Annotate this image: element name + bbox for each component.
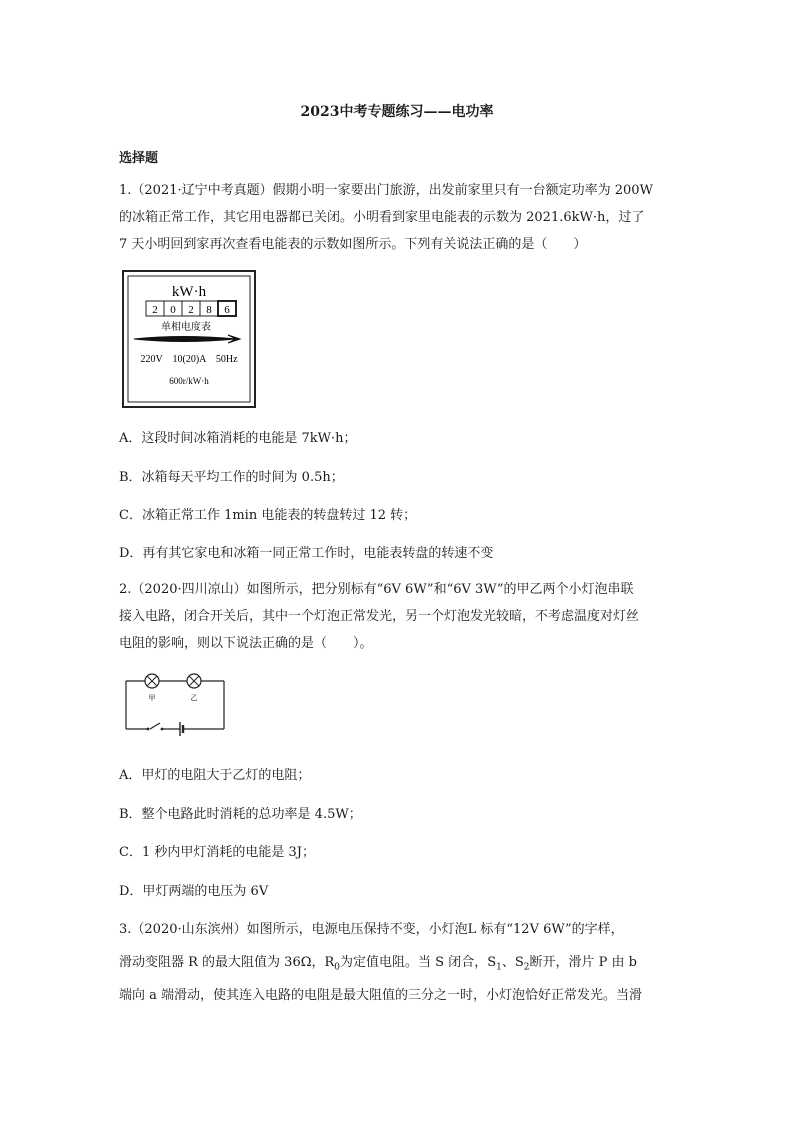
q2-option-a: A．甲灯的电阻大于乙灯的电阻； bbox=[119, 768, 311, 783]
q3-line-1: 3.（2020·山东滨州）如图所示，电源电压保持不变，小灯泡L 标有“12V 6W”的字样， bbox=[119, 922, 624, 937]
q2-line-2: 接入电路，闭合开关后，其中一个灯泡正常发光，另一个灯泡发光较暗，不考虑温度对灯丝 bbox=[119, 609, 640, 624]
q3-line-2-part-b: 为定值电阻。当 S 闭合，S bbox=[340, 955, 497, 970]
meter-name: 单相电度表 bbox=[161, 322, 211, 333]
battery-icon bbox=[180, 722, 183, 736]
q3-line-3: 端向 a 端滑动，使其连入电路的电阻是最大阻值的三分之一时，小灯泡恰好正常发光。当滑 bbox=[119, 988, 643, 1003]
meter-arrow-icon bbox=[134, 335, 240, 343]
circuit-figure bbox=[120, 668, 230, 740]
meter-specs: 220V 10(20)A 50Hz bbox=[140, 354, 238, 365]
q2-option-b: B．整个电路此时消耗的总功率是 4.5W； bbox=[119, 807, 362, 822]
meter-digit-4: 8 bbox=[206, 304, 212, 316]
q2-option-d: D．甲灯两端的电压为 6V bbox=[119, 884, 269, 899]
meter-digit-3: 2 bbox=[188, 304, 194, 316]
meter-digit-2: 0 bbox=[170, 304, 176, 316]
q1-line-2: 的冰箱正常工作，其它用电器都已关闭。小明看到家里电能表的示数为 2021.6kW·h，过了 bbox=[119, 210, 645, 225]
meter-digit-1: 2 bbox=[152, 304, 158, 316]
lamp-label-yi: 乙 bbox=[190, 694, 198, 702]
switch-icon bbox=[147, 728, 164, 731]
electric-meter-figure bbox=[122, 270, 256, 408]
q2-option-c: C．1 秒内甲灯消耗的电能是 3J； bbox=[119, 845, 315, 860]
page-title: 2023中考专题练习——电功率 bbox=[300, 104, 494, 120]
meter-digit-5: 6 bbox=[224, 304, 230, 316]
q1-option-c: C．冰箱正常工作 1min 电能表的转盘转过 12 转； bbox=[119, 508, 417, 523]
q3-line-2-part-a: 滑动变阻器 R 的最大阻值为 36Ω，R bbox=[119, 955, 335, 970]
q2-line-1: 2.（2020·四川凉山）如图所示，把分别标有“6V 6W”和“6V 3W”的甲乙两个小灯泡串联 bbox=[119, 582, 634, 597]
meter-revolutions: 600r/kW·h bbox=[169, 376, 209, 386]
lamp-icon-1 bbox=[145, 674, 159, 688]
q1-option-b: B．冰箱每天平均工作的时间为 0.5h； bbox=[119, 470, 344, 485]
subscript-s1: 1 bbox=[496, 962, 502, 973]
lamp-label-jia: 甲 bbox=[148, 694, 156, 702]
subscript-s2: 2 bbox=[523, 962, 530, 973]
q1-option-a: A．这段时间冰箱消耗的电能是 7kW·h； bbox=[119, 431, 357, 446]
q3-line-2-part-d: 断开，滑片 P 由 b bbox=[529, 955, 637, 970]
q2-line-3: 电阻的影响，则以下说法正确的是（ ）。 bbox=[119, 636, 373, 651]
meter-unit: kW·h bbox=[171, 284, 207, 300]
section-heading: 选择题 bbox=[119, 151, 159, 166]
lamp-icon-2 bbox=[187, 674, 201, 688]
q3-line-2-part-c: 、S bbox=[501, 955, 524, 970]
q1-line-1: 1.（2021·辽宁中考真题）假期小明一家要出门旅游，出发前家里只有一台额定功率为 200W bbox=[119, 183, 653, 198]
q1-option-d: D．再有其它家电和冰箱一同正常工作时，电能表转盘的转速不变 bbox=[119, 546, 494, 561]
q1-line-3: 7 天小明回到家再次查看电能表的示数如图所示。下列有关说法正确的是（ ） bbox=[119, 237, 587, 252]
q3-line-2 bbox=[119, 954, 679, 977]
subscript-r0: 0 bbox=[334, 962, 341, 973]
